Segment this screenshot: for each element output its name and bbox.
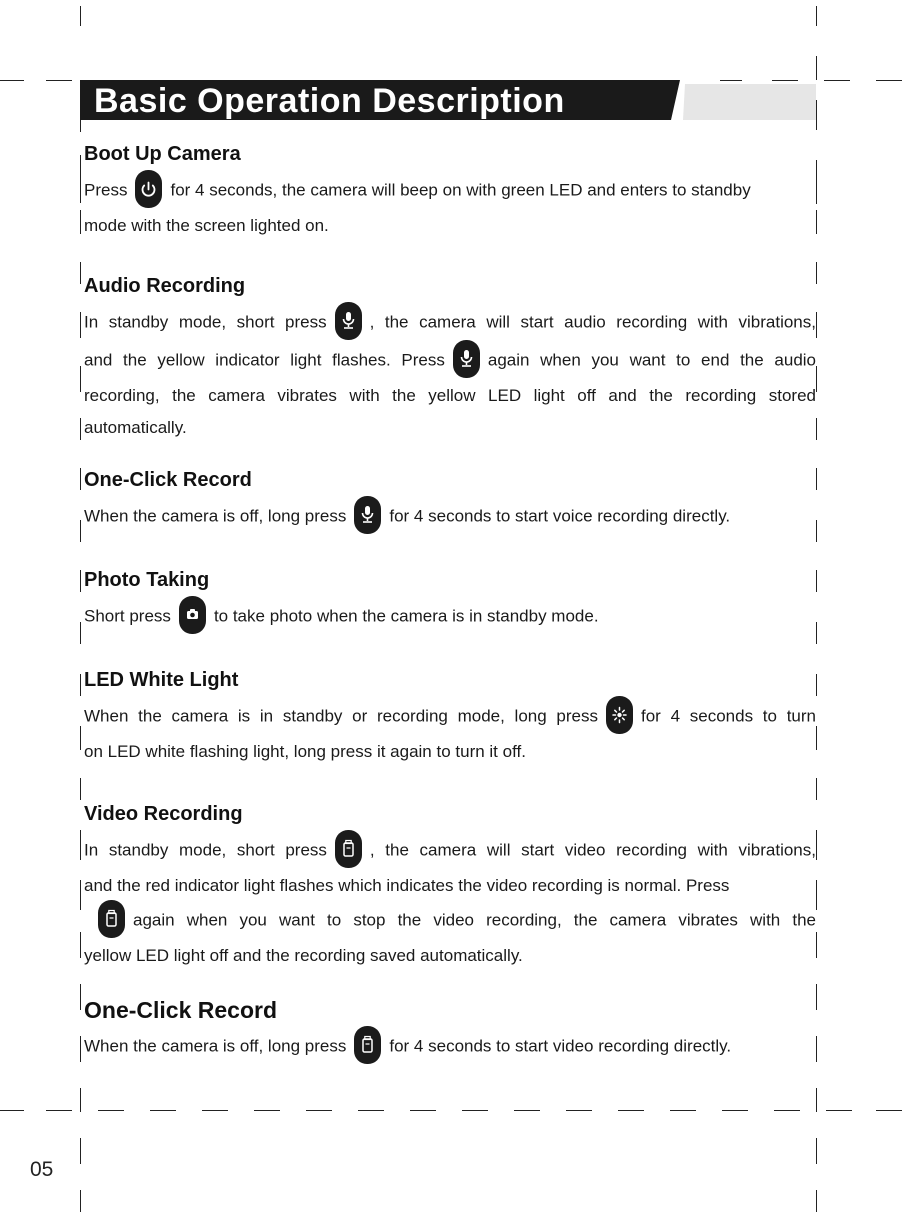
crop-mark: [80, 418, 81, 440]
paragraph-line: [84, 498, 816, 536]
paragraph-line: [84, 172, 816, 210]
text-run: for 4 seconds to turn: [641, 706, 816, 726]
crop-mark: [80, 932, 81, 958]
microphone-button-icon: [335, 302, 362, 340]
video-button-icon: [98, 900, 125, 938]
crop-mark: [80, 778, 81, 800]
section-one-click-record-video: [84, 998, 816, 1066]
crop-mark: [816, 366, 817, 392]
section-led-white-light: [84, 668, 816, 768]
paragraph-line: [84, 342, 816, 380]
header-grey-bar: [683, 84, 816, 120]
crop-mark: [80, 155, 81, 203]
text-run: for 4 seconds to start voice recording directly.: [389, 506, 731, 526]
crop-mark: [816, 622, 817, 644]
text-run: , the camera will start video recording with vibrations,: [369, 840, 816, 860]
text-run: When the camera is off, long press: [84, 1036, 347, 1056]
crop-mark: [816, 56, 817, 80]
paragraph-line: on LED white flashing light, long press it again to turn it off.: [84, 742, 526, 761]
text-run: for 4 seconds to start video recording directly.: [389, 1036, 732, 1056]
crop-mark: [80, 520, 81, 542]
section-title: Photo Taking: [84, 569, 210, 591]
crop-mark: [80, 984, 81, 1010]
power-button-icon: [135, 170, 162, 208]
crop-mark: [80, 570, 81, 592]
text-run: , the camera will start audio recording with vibrations,: [369, 312, 816, 332]
paragraph-line: [84, 832, 816, 870]
crop-mark: [816, 1088, 817, 1112]
text-run: When the camera is off, long press: [84, 506, 347, 526]
paragraph-line: [84, 598, 816, 636]
crop-mark: [774, 1110, 800, 1111]
crop-mark: [816, 726, 817, 750]
crop-mark: [80, 674, 81, 696]
crop-mark: [816, 1190, 817, 1212]
crop-mark: [876, 1110, 902, 1111]
crop-mark: [80, 1138, 81, 1164]
crop-mark: [358, 1110, 384, 1111]
text-run: When the camera is in standby or recording mode, long press: [84, 706, 598, 726]
crop-mark: [80, 120, 81, 132]
crop-mark: [80, 622, 81, 644]
crop-mark: [566, 1110, 592, 1111]
paragraph-line: [84, 902, 816, 940]
crop-mark: [816, 674, 817, 696]
crop-mark: [80, 880, 81, 910]
text-run: again when you want to stop the video recording, the camera vibrates with the: [133, 909, 816, 929]
section-boot-up-camera: [84, 142, 816, 242]
crop-mark: [816, 418, 817, 440]
crop-mark: [826, 1110, 852, 1111]
crop-mark: [722, 1110, 748, 1111]
section-title: Boot Up Camera: [84, 143, 241, 165]
text-run: and the yellow indicator light flashes. Press: [84, 350, 445, 370]
crop-mark: [410, 1110, 436, 1111]
camera-button-icon: [179, 596, 206, 634]
crop-mark: [816, 1138, 817, 1164]
crop-mark: [816, 984, 817, 1010]
crop-mark: [618, 1110, 644, 1111]
crop-mark: [80, 726, 81, 750]
text-run: to take photo when the camera is in standby mode.: [213, 606, 599, 626]
crop-mark: [816, 932, 817, 958]
crop-mark: [254, 1110, 280, 1111]
paragraph-line: [84, 698, 816, 736]
text-run: Short press: [84, 606, 171, 626]
paragraph-line: recording, the camera vibrates with the yellow LED light off and the recording stored: [84, 386, 816, 405]
text-run: again when you want to end the audio: [487, 350, 817, 370]
crop-mark: [150, 1110, 176, 1111]
text-run: for 4 seconds, the camera will beep on with green LED and enters to standby: [170, 180, 751, 200]
text-run: Press: [84, 180, 128, 200]
paragraph-line: yellow LED light off and the recording saved automatically.: [84, 945, 523, 965]
led-light-button-icon: [606, 696, 633, 734]
header-band: [80, 80, 816, 120]
crop-mark: [816, 100, 817, 130]
crop-mark: [816, 520, 817, 542]
crop-mark: [80, 830, 81, 860]
crop-mark: [816, 880, 817, 910]
crop-mark: [80, 6, 81, 26]
paragraph-line: mode with the screen lighted on.: [84, 216, 329, 235]
paragraph-line: and the red indicator light flashes which indicates the video recording is normal. Press: [84, 876, 730, 895]
crop-mark: [816, 210, 817, 234]
crop-mark: [816, 160, 817, 204]
section-title: Audio Recording: [84, 275, 246, 297]
crop-mark: [80, 210, 81, 234]
crop-mark: [80, 262, 81, 284]
section-audio-recording: [84, 274, 816, 443]
crop-mark: [202, 1110, 228, 1111]
crop-mark: [80, 366, 81, 392]
section-title: LED White Light: [84, 669, 239, 691]
crop-mark: [816, 830, 817, 860]
crop-mark: [824, 80, 850, 81]
video-button-icon: [354, 1026, 381, 1064]
page-number: 05: [30, 1158, 54, 1181]
microphone-button-icon: [354, 496, 381, 534]
crop-mark: [80, 312, 81, 338]
crop-mark: [816, 6, 817, 26]
section-title: One-Click Record: [84, 469, 252, 491]
crop-mark: [514, 1110, 540, 1111]
crop-mark: [80, 1088, 81, 1112]
text-run: In standby mode, short press: [84, 312, 327, 332]
video-button-icon: [335, 830, 362, 868]
crop-mark: [816, 1036, 817, 1062]
crop-mark: [46, 1110, 72, 1111]
crop-mark: [80, 1190, 81, 1212]
crop-mark: [670, 1110, 696, 1111]
section-title: Video Recording: [84, 803, 243, 825]
crop-mark: [816, 468, 817, 490]
paragraph-line: [84, 1028, 816, 1066]
crop-mark: [80, 468, 81, 490]
section-title: One-Click Record: [84, 997, 277, 1023]
microphone-button-icon: [453, 340, 480, 378]
page-title: Basic Operation Description: [94, 82, 565, 120]
text-run: In standby mode, short press: [84, 840, 327, 860]
section-photo-taking: [84, 568, 816, 636]
crop-mark: [0, 1110, 24, 1111]
crop-mark: [816, 262, 817, 284]
crop-mark: [46, 80, 72, 81]
crop-mark: [0, 80, 24, 81]
crop-mark: [306, 1110, 332, 1111]
crop-mark: [98, 1110, 124, 1111]
crop-mark: [876, 80, 902, 81]
crop-mark: [816, 570, 817, 592]
crop-mark: [816, 778, 817, 800]
paragraph-line: automatically.: [84, 417, 187, 437]
crop-mark: [816, 312, 817, 338]
crop-mark: [80, 1036, 81, 1062]
crop-mark: [462, 1110, 488, 1111]
paragraph-line: [84, 304, 816, 342]
section-one-click-record-audio: [84, 468, 816, 536]
section-video-recording: [84, 802, 816, 971]
